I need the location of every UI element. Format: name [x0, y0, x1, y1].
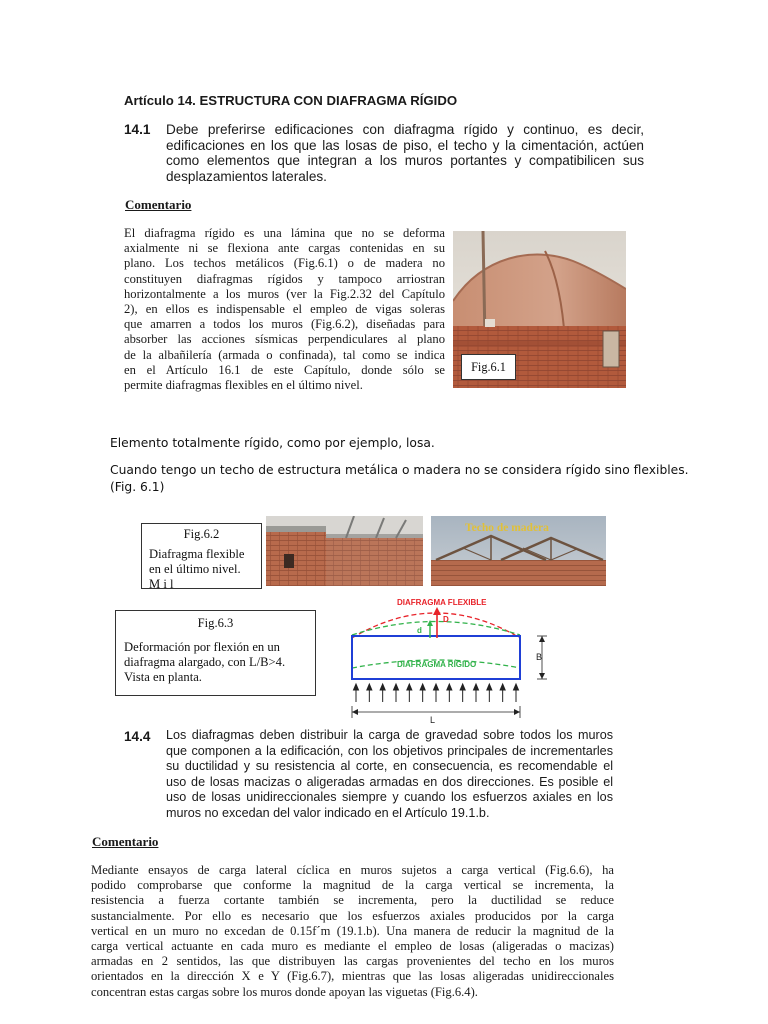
section-14-1-number: 14.1 — [124, 122, 151, 137]
fig-6-3-caption-box — [115, 610, 316, 696]
d-lower-label: d — [417, 626, 422, 635]
section-14-1-line: Debe preferirse edificaciones con diafragma rígido y continuo, es decir, — [166, 122, 644, 137]
comentario-2-line: concentran estas cargas sobre los muros donde apoyan las viguetas (Fig.6.4). — [91, 984, 478, 999]
fig-6-2-line: M i l — [149, 577, 174, 589]
comentario-1-line: El diafragma rígido es una lámina que no se deforma — [124, 226, 445, 240]
comentario-1-line: absorber las acciones sísmicas perpendiculares al plano — [124, 332, 445, 347]
section-14-4-line: Los diafragmas deben distribuir la carga de gravedad sobre todos los muros — [166, 728, 613, 742]
d-upper-label: D — [443, 615, 449, 624]
load-arrow-head — [460, 684, 465, 690]
rigid-diaphragm-label: DIAFRAGMA RÍGIDO — [397, 660, 477, 669]
comentario-2-line: carga vertical actuante en cada muro es mediante el empleo de losas (aligeradas o macizas) — [91, 939, 614, 954]
comentario-1-line: axialmente ni se flexiona ante cargas contenidas en su — [124, 241, 445, 256]
load-arrow-head — [420, 684, 425, 690]
section-14-4-text — [166, 728, 613, 822]
diaphragm-rectangle — [352, 636, 520, 679]
fig-6-2-walls-illustration — [266, 516, 423, 586]
comentario-1-line: plano. Los techos metálicos (Fig.6.1) o de madera no — [124, 256, 445, 271]
section-14-1-line: como elementos que integran a los muros portantes y compatibilicen sus — [166, 153, 644, 169]
deformed-top-line — [352, 622, 520, 636]
comentario-1-line: de la albañilería (armada o confinada), tal como se indica — [124, 347, 445, 362]
comentario-2-line: Mediante ensayos de carga lateral cíclica en muros sujetos a carga vertical (Fig.6.6), ha — [91, 863, 614, 877]
fig-6-2-wood-roof-label: Techo de madera — [465, 522, 549, 534]
section-14-4-line: su ductilidad y su resistencia al corte, en consecuencia, es recomendable el — [166, 759, 613, 774]
section-14-4-line: uso de losas unidireccionales siempre y cuando los esfuerzos axiales en los — [166, 790, 613, 805]
section-14-4-line: que componen a la edificación, con los objetivos principales de incrementarles — [166, 743, 613, 758]
fig-6-2-photo-walls — [266, 516, 423, 586]
fig-6-2-line: en el último nivel. — [149, 562, 241, 576]
load-arrow-head — [354, 684, 359, 690]
load-arrow-head — [367, 684, 372, 690]
comentario-2-line: sustancialmente. Por ello es necesario que los esfuerzos axiales producidos por la carga — [91, 908, 614, 923]
section-14-1-line: desplazamientos laterales. — [166, 168, 327, 184]
load-arrows — [354, 684, 519, 702]
comentario-1-line: que amarren a todos los muros (Fig.6.2), diseñadas para — [124, 317, 445, 332]
comentario-2-line: armadas en 2 sentidos, las que distribuyen las cargas provenientes del techo en los muros — [91, 954, 614, 969]
diaphragm-diagram — [340, 594, 560, 726]
fig-6-1-caption: Fig.6.1 — [461, 354, 516, 380]
load-arrow-head — [394, 684, 399, 690]
section-14-4-line: muros no excedan del valor indicado en el Artículo 19.1.b. — [166, 805, 490, 820]
flexible-diaphragm-label: DIAFRAGMA FLEXIBLE — [397, 598, 487, 607]
comentario-2-line: podido comprobarse que conforme la magnitud de la carga vertical se incrementa, la — [91, 878, 614, 893]
comentario-2-line: vertical en un muro no excedan de 0.15f´m (19.1.b). Una manera de reducir la magnitud de la — [91, 923, 614, 938]
fig-6-2-line: Diafragma flexible — [149, 547, 245, 561]
load-arrow-head — [514, 684, 519, 690]
load-arrow-head — [407, 684, 412, 690]
fig-6-3-line: Deformación por flexión en un — [124, 640, 280, 654]
section-14-4-number: 14.4 — [124, 729, 151, 744]
fig-6-2-caption-box — [141, 523, 262, 589]
comentario-1-line: constituyen diafragmas rígidos y tampoco arriostran — [124, 271, 445, 286]
load-arrow-head — [474, 684, 479, 690]
section-14-1-text — [166, 122, 644, 184]
note-fig-ref: (Fig. 6.1) — [110, 480, 165, 494]
fig-6-3-caption: Fig.6.3 — [197, 616, 234, 630]
comentario-2-text — [91, 863, 614, 1000]
flexible-diaphragm-curve — [352, 613, 520, 638]
section-14-1-line: edificaciones en los que las losas de piso, el techo y la cimentación, actúen — [166, 137, 644, 153]
comentario-2-heading: Comentario — [92, 834, 159, 849]
note-metal-roof: Cuando tengo un techo de estructura metálica o madera no se considera rígido sino flexibles. — [110, 463, 689, 477]
comentario-1-line: en el Artículo 16.1 de este Capítulo, donde sólo se — [124, 362, 445, 377]
load-arrow-head — [500, 684, 505, 690]
article-title: Artículo 14. ESTRUCTURA CON DIAFRAGMA RÍGIDO — [124, 93, 458, 108]
load-arrow-head — [434, 684, 439, 690]
comentario-1-line: horizontalmente a los muros (ver la Fig.2.32 del Capítulo — [124, 286, 445, 301]
comentario-heading: Comentario — [125, 197, 192, 212]
l-dimension-label: L — [430, 715, 436, 725]
note-rigid-element: Elemento totalmente rígido, como por ejemplo, losa. — [110, 436, 435, 450]
b-dimension-label: B — [536, 652, 543, 662]
load-arrow-head — [447, 684, 452, 690]
section-14-4-line: uso de losas macizas o aligeradas armadas en dos direcciones. Es posible el — [166, 774, 613, 789]
load-arrow-head — [380, 684, 385, 690]
fig-6-3-line: diafragma alargado, con L/B>4. — [124, 655, 286, 669]
fig-6-2-photo-wood-roof — [431, 516, 606, 586]
load-arrow-head — [487, 684, 492, 690]
comentario-2-line: resistencia a fuerza cortante también se incrementa, pero la ductilidad se reduce — [91, 893, 614, 908]
comentario-1-line: 2), en ellos es indispensable el empleo de vigas soleras — [124, 302, 445, 317]
fig-6-2-caption: Fig.6.2 — [183, 527, 220, 541]
fig-6-3-line: Vista en planta. — [124, 670, 202, 684]
comentario-2-line: orientados en la dirección X e Y (Fig.6.7), mientras que las losas aligeradas unidireccionales — [91, 969, 614, 984]
comentario-1-text — [124, 226, 445, 393]
comentario-1-line: permite diafragmas flexibles en el último nivel. — [124, 378, 363, 393]
